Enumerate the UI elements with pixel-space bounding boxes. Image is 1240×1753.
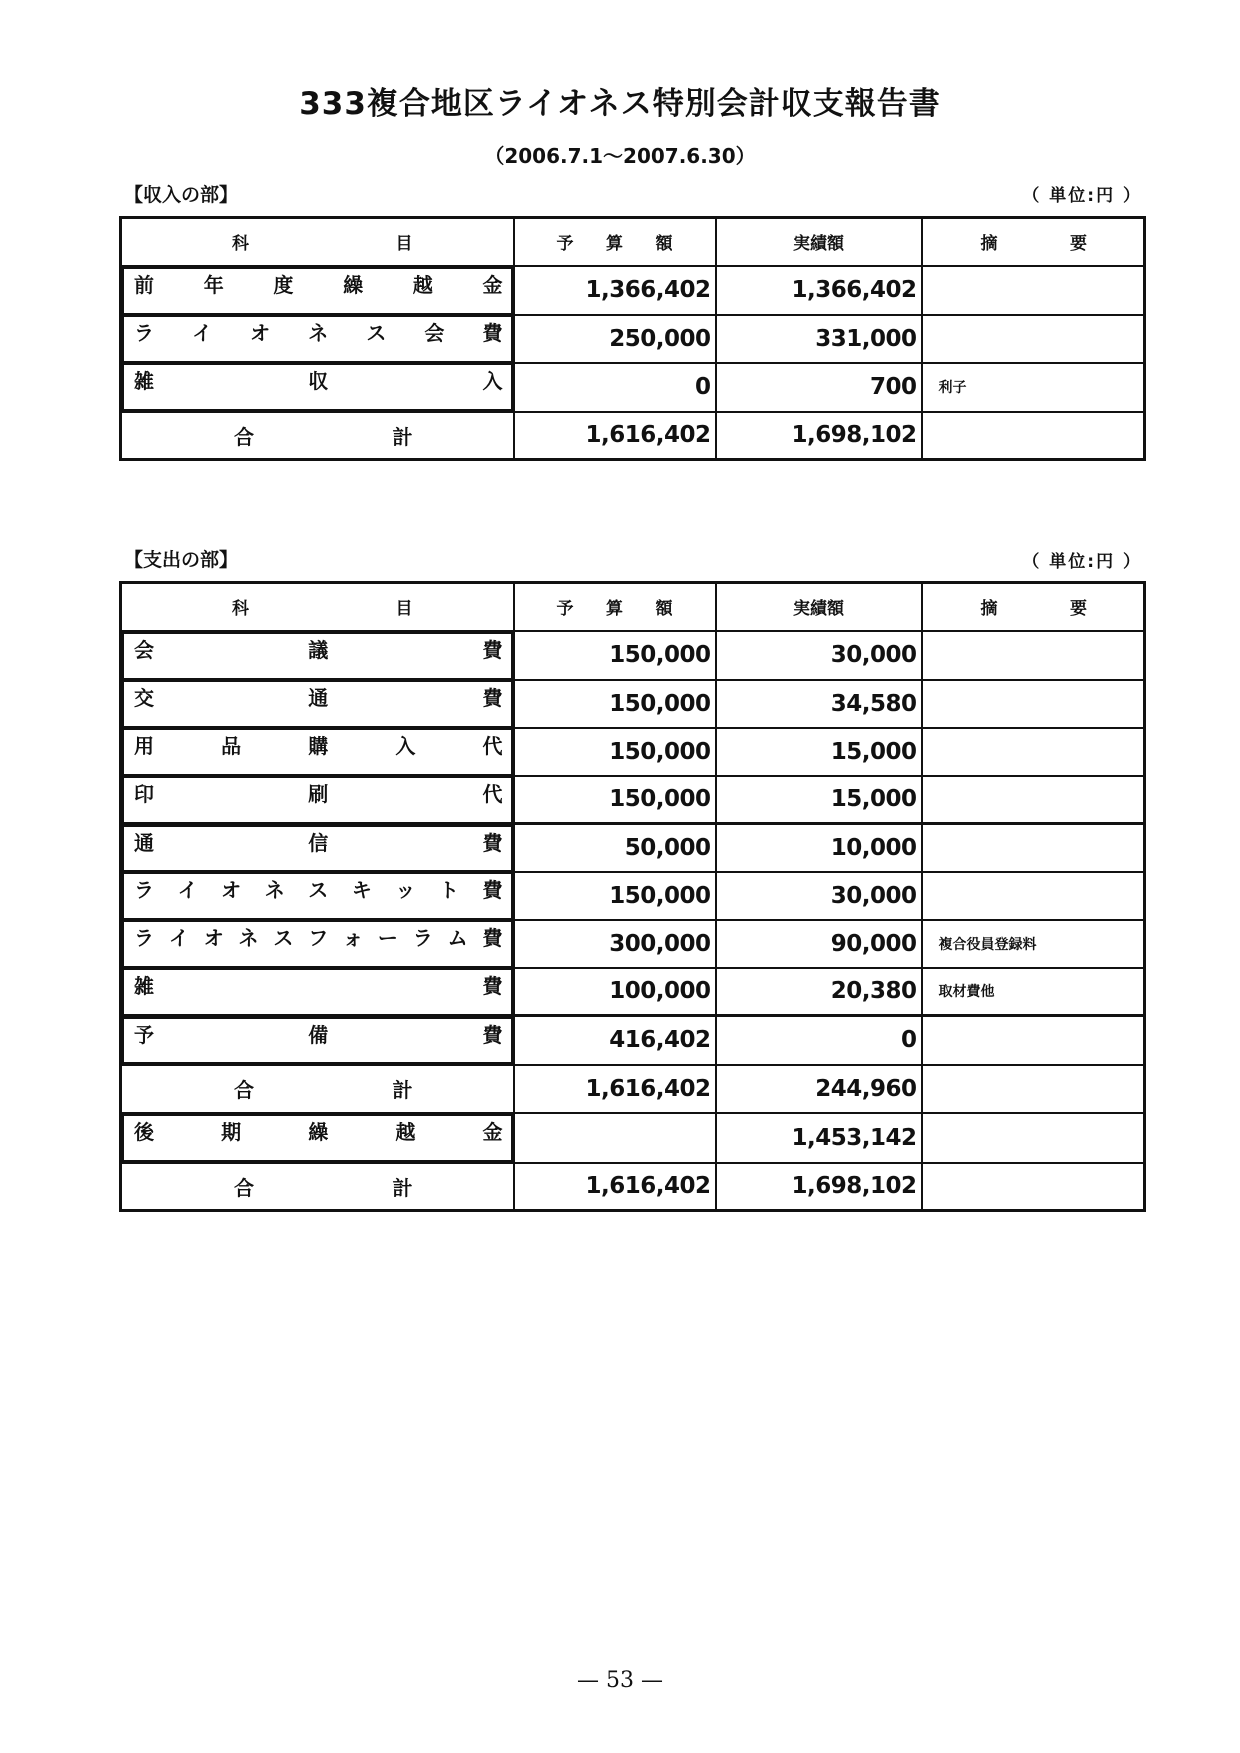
subject-char: 予 <box>134 1022 154 1047</box>
row-note <box>922 728 1145 776</box>
row-actual: 1,366,402 <box>716 266 922 315</box>
row-budget: 416,402 <box>514 1016 716 1065</box>
header-note-char: 要 <box>1070 599 1087 620</box>
row-budget: 150,000 <box>514 728 716 776</box>
header-budget <box>514 218 716 266</box>
row-budget: 250,000 <box>514 315 716 363</box>
subject-char: 交 <box>134 685 154 710</box>
subject-char: 前 <box>134 272 154 297</box>
row-subject <box>122 632 513 680</box>
subject-char: 合 <box>234 424 254 449</box>
expense-subtotal-row <box>121 1065 1145 1113</box>
subject-char: 収 <box>308 368 329 393</box>
row-note <box>922 1113 1145 1163</box>
subject-char: イ <box>192 320 213 345</box>
expense-row <box>121 968 1145 1016</box>
subject-char: 金 <box>482 272 503 297</box>
income-row <box>121 266 1145 315</box>
expense-table <box>119 581 1146 1212</box>
header-budget-char: 予 <box>556 234 574 255</box>
row-subject <box>122 872 513 920</box>
income-total-row <box>121 412 1145 460</box>
row-subject <box>122 267 513 315</box>
subject-char: ス <box>366 320 387 345</box>
header-budget <box>514 583 716 631</box>
row-actual: 244,960 <box>716 1065 922 1113</box>
subject-char: 雑 <box>134 973 154 998</box>
expense-row <box>121 728 1145 776</box>
page-number: — 53 — <box>577 1668 663 1693</box>
row-subject <box>122 680 513 728</box>
header-subject <box>121 583 514 631</box>
subject-char: 後 <box>134 1119 154 1144</box>
subject-char: オ <box>203 925 224 950</box>
header-actual: 実績額 <box>716 583 922 631</box>
subject-char: ト <box>438 877 459 902</box>
row-budget: 1,366,402 <box>514 266 716 315</box>
expense-row <box>121 824 1145 872</box>
row-budget: 150,000 <box>514 680 716 728</box>
row-budget: 1,616,402 <box>514 1163 716 1211</box>
row-note: 取材費他 <box>922 968 1145 1016</box>
row-subject <box>122 1016 513 1064</box>
subject-char: ラ <box>134 925 154 950</box>
expense-row <box>121 920 1145 968</box>
row-subject <box>121 412 514 460</box>
row-budget: 150,000 <box>514 631 716 680</box>
row-subject <box>121 1163 514 1211</box>
subject-char: 代 <box>482 733 503 758</box>
subject-char: 会 <box>134 637 154 662</box>
row-note <box>922 412 1145 460</box>
subject-char: 会 <box>424 320 445 345</box>
row-note: 複合役員登録料 <box>922 920 1145 968</box>
report-title: 333複合地区ライオネス特別会計収支報告書 <box>299 86 941 122</box>
header-budget-char: 額 <box>655 234 673 255</box>
subject-char: 合 <box>234 1078 254 1102</box>
header-budget-char: 予 <box>556 599 574 620</box>
row-subject <box>122 824 513 872</box>
row-actual: 0 <box>716 1016 922 1065</box>
row-actual: 700 <box>716 363 922 412</box>
subject-char: 計 <box>392 1175 413 1200</box>
income-row <box>121 315 1145 363</box>
subject-char: 信 <box>308 830 329 855</box>
subject-char: ス <box>308 877 329 902</box>
subject-char: フ <box>308 925 329 950</box>
row-note: 利子 <box>922 363 1145 412</box>
subject-char: ラ <box>134 320 154 345</box>
income-unit-label: （ 単位:円 ） <box>1022 186 1142 206</box>
subject-char: ネ <box>238 925 259 950</box>
row-budget: 0 <box>514 363 716 412</box>
subject-char: ォ <box>343 925 364 950</box>
row-actual: 1,698,102 <box>716 412 922 460</box>
row-subject <box>122 776 513 824</box>
expense-row <box>121 680 1145 728</box>
subject-char: 年 <box>203 272 224 297</box>
subject-char: ネ <box>264 877 285 902</box>
row-budget: 150,000 <box>514 872 716 920</box>
subject-char: オ <box>250 320 271 345</box>
subject-char: 費 <box>482 320 503 345</box>
header-subject-char: 目 <box>395 599 413 620</box>
subject-char: ネ <box>308 320 329 345</box>
subject-char: 合 <box>234 1175 254 1200</box>
subject-char: 雑 <box>134 368 154 393</box>
subject-char: 費 <box>482 1022 503 1047</box>
expense-row <box>121 776 1145 824</box>
header-note <box>922 583 1145 631</box>
row-actual: 20,380 <box>716 968 922 1016</box>
subject-char: 刷 <box>308 781 329 806</box>
subject-char: 品 <box>221 733 242 758</box>
subject-char: 計 <box>392 1078 413 1102</box>
subject-char: 備 <box>308 1022 329 1047</box>
row-actual: 15,000 <box>716 776 922 824</box>
row-subject <box>122 363 513 411</box>
subject-char: ム <box>447 925 468 950</box>
row-note <box>922 1065 1145 1113</box>
header-note <box>922 218 1145 266</box>
subject-char: 議 <box>308 637 329 662</box>
row-note <box>922 1016 1145 1065</box>
row-budget: 1,616,402 <box>514 1065 716 1113</box>
subject-char: 計 <box>392 424 413 449</box>
subject-char: オ <box>221 877 242 902</box>
header-subject <box>121 218 514 266</box>
subject-char: 期 <box>221 1119 242 1144</box>
row-budget: 100,000 <box>514 968 716 1016</box>
expense-row <box>121 872 1145 920</box>
header-budget-char: 算 <box>606 234 623 255</box>
subject-char: 通 <box>308 685 329 710</box>
row-note <box>922 631 1145 680</box>
header-budget-char: 額 <box>655 599 673 620</box>
subject-char: 費 <box>482 877 503 902</box>
subject-char: 費 <box>482 637 503 662</box>
report-period: （2006.7.1～2007.6.30） <box>484 144 756 168</box>
subject-char: 金 <box>482 1119 503 1144</box>
subject-char: 越 <box>412 272 433 297</box>
income-table <box>119 216 1146 461</box>
header-budget-char: 算 <box>606 599 623 620</box>
subject-char: 入 <box>482 368 503 393</box>
row-actual: 15,000 <box>716 728 922 776</box>
header-subject-char: 科 <box>232 234 249 255</box>
subject-char: イ <box>177 877 198 902</box>
subject-char: 費 <box>482 685 503 710</box>
subject-char: ー <box>377 925 398 950</box>
row-actual: 34,580 <box>716 680 922 728</box>
subject-char: イ <box>168 925 189 950</box>
subject-char: 繰 <box>343 272 364 297</box>
row-subject <box>122 920 513 968</box>
row-actual: 1,698,102 <box>716 1163 922 1211</box>
header-note-char: 摘 <box>980 234 998 255</box>
income-row <box>121 363 1145 412</box>
header-subject-char: 目 <box>395 234 413 255</box>
row-note <box>922 315 1145 363</box>
row-budget: 50,000 <box>514 824 716 872</box>
subject-char: 費 <box>482 830 503 855</box>
row-subject <box>122 968 513 1016</box>
row-subject <box>122 1114 513 1162</box>
subject-char: 費 <box>482 973 503 998</box>
row-actual: 331,000 <box>716 315 922 363</box>
subject-char: 購 <box>308 733 329 758</box>
row-note <box>922 776 1145 824</box>
row-actual: 10,000 <box>716 824 922 872</box>
table-header-row <box>121 583 1145 631</box>
expense-row <box>121 631 1145 680</box>
subject-char: 費 <box>482 925 503 950</box>
row-subject <box>122 728 513 776</box>
header-note-char: 摘 <box>980 599 998 620</box>
header-note-char: 要 <box>1070 234 1087 255</box>
header-subject-char: 科 <box>232 599 249 620</box>
subject-char: キ <box>351 877 372 902</box>
expense-unit-label: （ 単位:円 ） <box>1022 552 1142 572</box>
row-actual: 30,000 <box>716 872 922 920</box>
row-budget: 150,000 <box>514 776 716 824</box>
row-note <box>922 824 1145 872</box>
row-subject <box>122 315 513 363</box>
row-actual: 1,453,142 <box>716 1113 922 1163</box>
subject-char: 用 <box>134 733 154 758</box>
subject-char: 通 <box>134 830 154 855</box>
subject-char: 代 <box>482 781 503 806</box>
row-note <box>922 1163 1145 1211</box>
income-section-label: 【収入の部】 <box>124 184 239 206</box>
subject-char: 度 <box>273 272 294 297</box>
subject-char: 印 <box>134 781 154 806</box>
expense-section-label: 【支出の部】 <box>124 549 239 571</box>
row-budget <box>514 1113 716 1163</box>
header-actual: 実績額 <box>716 218 922 266</box>
table-header-row <box>121 218 1145 266</box>
subject-char: 繰 <box>308 1119 329 1144</box>
subject-char: ラ <box>412 925 433 950</box>
row-actual: 90,000 <box>716 920 922 968</box>
row-note <box>922 872 1145 920</box>
row-note <box>922 680 1145 728</box>
expense-carryover-row <box>121 1113 1145 1163</box>
row-subject <box>121 1065 514 1113</box>
row-actual: 30,000 <box>716 631 922 680</box>
subject-char: ラ <box>134 877 154 902</box>
subject-char: 入 <box>395 733 416 758</box>
row-budget: 300,000 <box>514 920 716 968</box>
expense-total-row <box>121 1163 1145 1211</box>
subject-char: ッ <box>395 877 416 902</box>
expense-row <box>121 1016 1145 1065</box>
row-note <box>922 266 1145 315</box>
row-budget: 1,616,402 <box>514 412 716 460</box>
subject-char: 越 <box>395 1119 416 1144</box>
subject-char: ス <box>273 925 294 950</box>
